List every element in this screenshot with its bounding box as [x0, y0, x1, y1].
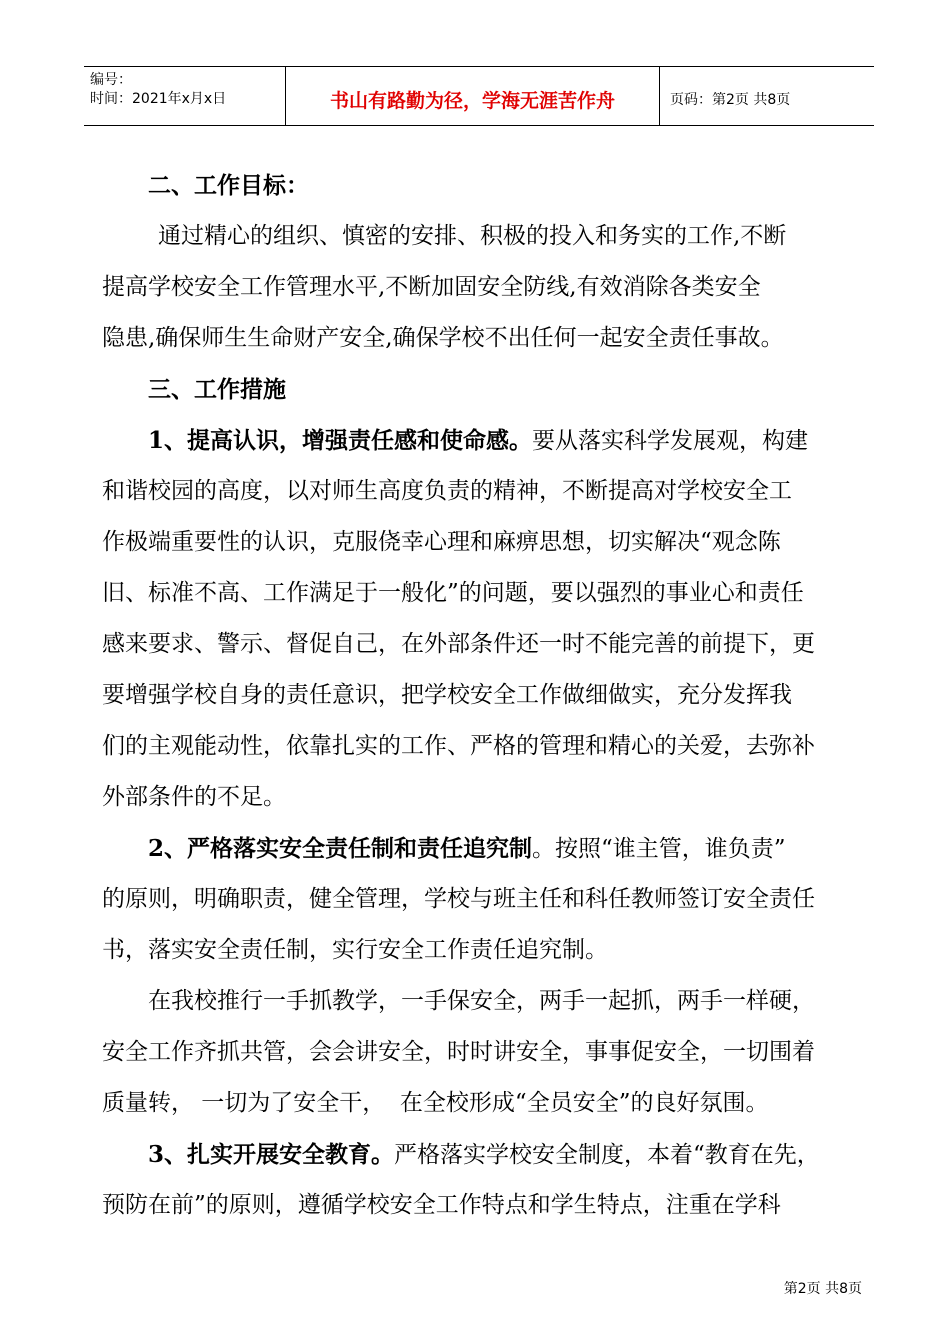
measure-2-heading: 2、严格落实安全责任制和责任追究制: [148, 835, 533, 862]
measure-1-line: 外部条件的不足。: [102, 784, 286, 810]
measure-1-line: 和谐校园的高度，以对师生高度负责的精神，不断提高对学校安全工: [102, 478, 792, 504]
section-title-measures: 三、工作措施: [148, 376, 286, 403]
header-table: [84, 66, 874, 126]
goal-line: 提高学校安全工作管理水平,不断加固安全防线,有效消除各类安全: [102, 274, 761, 300]
goal-line: 隐患,确保师生生命财产安全,确保学校不出任何一起安全责任事故。: [102, 325, 784, 351]
header-motto: 书山有路勤为径，学海无涯苦作舟: [286, 67, 660, 125]
measure-1-line: 旧、标准不高、工作满足于一般化”的问题，要以强烈的事业心和责任: [102, 580, 804, 606]
measure-1-line: 们的主观能动性，依靠扎实的工作、严格的管理和精心的关爱，去弥补: [102, 733, 815, 759]
header-meta-cell: [84, 67, 286, 125]
measure-1-heading: 1、提高认识，增强责任感和使命感。: [148, 427, 533, 454]
measure-1-first-line: [102, 415, 862, 466]
section-title-goals: 二、工作目标：: [148, 172, 309, 199]
measure-3-heading: 3、扎实开展安全教育。: [148, 1141, 395, 1168]
time-label: 时间：2021年x月x日: [90, 91, 227, 107]
document-body: [102, 160, 862, 1231]
header-page-code: 页码：第2页 共8页: [670, 92, 791, 108]
paragraph-line: 安全工作齐抓共管，会会讲安全，时时讲安全，事事促安全，一切围着: [102, 1039, 815, 1065]
measure-3-text: 严格落实学校安全制度，本着“教育在先，: [394, 1142, 820, 1168]
measure-1-text: 要从落实科学发展观，构建: [532, 428, 809, 454]
measure-1-line: 作极端重要性的认识，克服侥幸心理和麻痹思想，切实解决“观念陈: [102, 529, 781, 555]
measure-2-line: 的原则，明确职责，健全管理，学校与班主任和科任教师签订安全责任: [102, 886, 815, 912]
measure-3-line: 预防在前”的原则，遵循学校安全工作特点和学生特点，注重在学科: [102, 1192, 781, 1218]
paragraph-line: 在我校推行一手抓教学，一手保安全，两手一起抓，两手一样硬，: [148, 988, 815, 1014]
paragraph-line: 质量转， 一切为了安全干， 在全校形成“全员安全”的良好氛围。: [102, 1090, 769, 1116]
measure-2-text: 。按照“谁主管，谁负责”: [532, 836, 786, 862]
measure-2-first-line: [102, 823, 862, 874]
measure-2-line: 书，落实安全责任制，实行安全工作责任追究制。: [102, 937, 608, 963]
measure-3-first-line: [102, 1129, 862, 1180]
goal-line: 通过精心的组织、慎密的安排、积极的投入和务实的工作,不断: [158, 223, 787, 249]
number-label: 编号：: [90, 72, 132, 88]
measure-1-line: 要增强学校自身的责任意识，把学校安全工作做细做实，充分发挥我: [102, 682, 792, 708]
measure-1-line: 感来要求、警示、督促自己，在外部条件还一时不能完善的前提下，更: [102, 631, 815, 657]
page-footer: 第2页 共8页: [783, 1281, 862, 1297]
